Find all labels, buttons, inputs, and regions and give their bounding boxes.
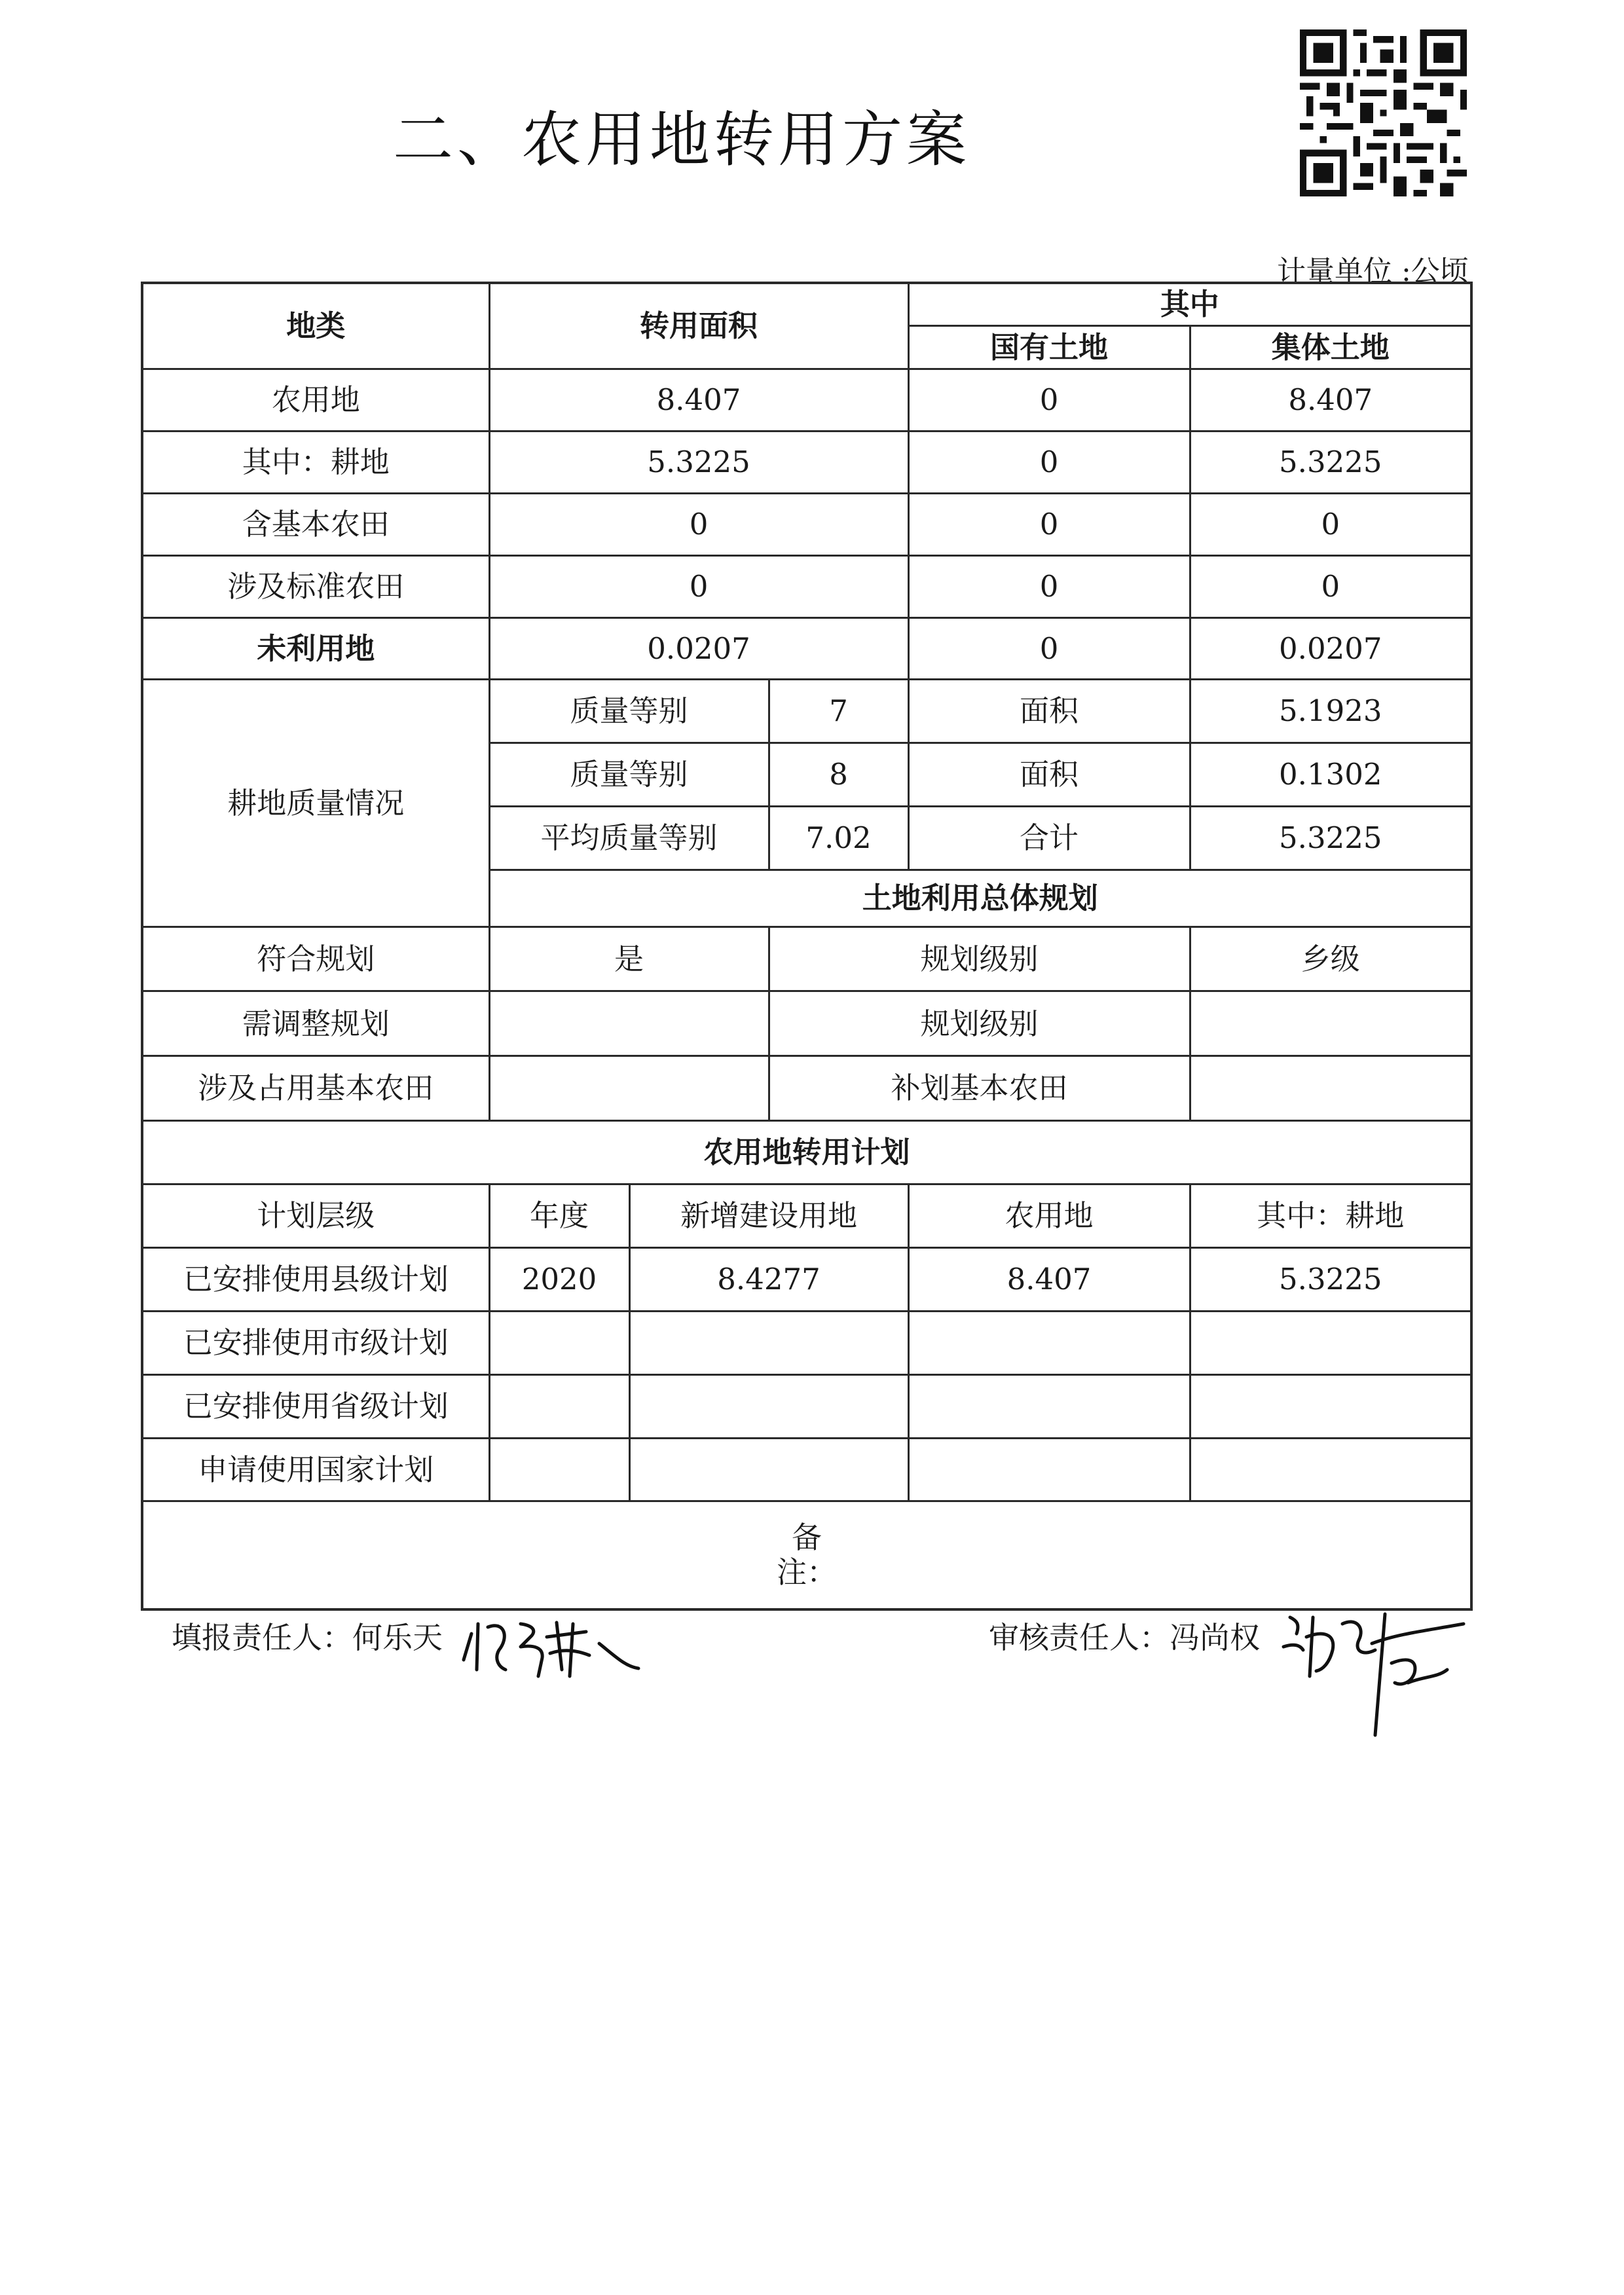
plan-cultivated: [1190, 1374, 1471, 1438]
row-label: 农用地: [142, 369, 489, 431]
planning-metric: 规划级别: [769, 927, 1190, 991]
plan-farmland: [908, 1311, 1190, 1374]
page-title: 二、农用地转用方案: [393, 105, 971, 175]
quality-value: 0.1302: [1190, 743, 1471, 807]
table-row: [142, 369, 1471, 431]
row-state: 0: [908, 617, 1190, 680]
row-collective: 0: [1190, 494, 1471, 556]
planning-metric: 规划级别: [769, 991, 1190, 1056]
qr-code-icon: [1300, 29, 1467, 196]
filler-block: [172, 1614, 443, 1657]
conversion-table: [141, 282, 1473, 1611]
table-row: [142, 555, 1471, 617]
plan-level: 已安排使用县级计划: [142, 1248, 489, 1312]
plan-year: [489, 1311, 629, 1374]
plan-farmland: 8.407: [908, 1248, 1190, 1312]
plan-header-year: 年度: [489, 1184, 629, 1248]
row-area: 0: [489, 555, 908, 617]
row-collective: 0.0207: [1190, 617, 1471, 680]
plan-new-construction: [629, 1311, 908, 1374]
planning-label: 需调整规划: [142, 991, 489, 1056]
plan-row: [142, 1311, 1471, 1374]
filler-signature-icon: [458, 1598, 655, 1696]
plan-section-title: 农用地转用计划: [142, 1121, 1471, 1184]
planning-row: [142, 927, 1471, 991]
row-label: 其中：耕地: [142, 431, 489, 494]
plan-new-construction: [629, 1374, 908, 1438]
remarks-cell: [142, 1501, 1471, 1609]
plan-cultivated: [1190, 1438, 1471, 1501]
reviewer-label: 审核责任人：: [989, 1620, 1170, 1655]
plan-level: 已安排使用省级计划: [142, 1374, 489, 1438]
quality-name: 质量等别: [489, 743, 769, 807]
plan-row: [142, 1248, 1471, 1312]
quality-grade: 7.02: [769, 807, 908, 870]
plan-level: 申请使用国家计划: [142, 1438, 489, 1501]
planning-section-title: 土地利用总体规划: [489, 870, 1471, 927]
row-state: 0: [908, 555, 1190, 617]
quality-grade: 7: [769, 680, 908, 743]
planning-metric-value: 乡级: [1190, 927, 1471, 991]
planning-metric-value: [1190, 991, 1471, 1056]
filler-label: 填报责任人：: [172, 1620, 352, 1655]
plan-header-row: [142, 1184, 1471, 1248]
plan-year: 2020: [489, 1248, 629, 1312]
table-row: [142, 617, 1471, 680]
row-state: 0: [908, 369, 1190, 431]
row-area: 5.3225: [489, 431, 908, 494]
row-state: 0: [908, 494, 1190, 556]
table-row: [142, 494, 1471, 556]
plan-farmland: [908, 1374, 1190, 1438]
plan-cultivated: 5.3225: [1190, 1248, 1471, 1312]
plan-header-new-construction: 新增建设用地: [629, 1184, 908, 1248]
quality-row: [142, 680, 1471, 743]
quality-value: 5.3225: [1190, 807, 1471, 870]
reviewer-block: [989, 1614, 1260, 1657]
reviewer-signature-icon: [1277, 1598, 1467, 1742]
header-collective: 集体土地: [1190, 326, 1471, 369]
planning-metric-value: [1190, 1056, 1471, 1121]
plan-row: [142, 1438, 1471, 1501]
reviewer-name: 冯尚权: [1170, 1620, 1260, 1655]
plan-new-construction: 8.4277: [629, 1248, 908, 1312]
quality-label: 耕地质量情况: [142, 680, 489, 927]
quality-name: 平均质量等别: [489, 807, 769, 870]
plan-new-construction: [629, 1438, 908, 1501]
plan-header-cultivated: 其中：耕地: [1190, 1184, 1471, 1248]
row-label: 涉及标准农田: [142, 555, 489, 617]
row-collective: 8.407: [1190, 369, 1471, 431]
plan-year: [489, 1438, 629, 1501]
row-area: 0.0207: [489, 617, 908, 680]
plan-header-level: 计划层级: [142, 1184, 489, 1248]
planning-label: 符合规划: [142, 927, 489, 991]
plan-year: [489, 1374, 629, 1438]
quality-name: 质量等别: [489, 680, 769, 743]
quality-metric: 面积: [908, 743, 1190, 807]
planning-row: [142, 1056, 1471, 1121]
planning-value: 是: [489, 927, 769, 991]
quality-metric: 面积: [908, 680, 1190, 743]
row-state: 0: [908, 431, 1190, 494]
quality-metric: 合计: [908, 807, 1190, 870]
row-label: 含基本农田: [142, 494, 489, 556]
table-header-row: [142, 283, 1471, 326]
filler-name: 何乐天: [352, 1620, 443, 1655]
plan-level: 已安排使用市级计划: [142, 1311, 489, 1374]
row-area: 8.407: [489, 369, 908, 431]
header-converted-area: 转用面积: [489, 283, 908, 369]
remarks-row: [142, 1501, 1471, 1609]
remarks-label-line2: 注：: [777, 1554, 838, 1590]
planning-metric: 补划基本农田: [769, 1056, 1190, 1121]
plan-header-farmland: 农用地: [908, 1184, 1190, 1248]
row-collective: 5.3225: [1190, 431, 1471, 494]
unit-label: 计量单位 :公顷: [1277, 255, 1469, 288]
planning-label: 涉及占用基本农田: [142, 1056, 489, 1121]
plan-cultivated: [1190, 1311, 1471, 1374]
table-row: [142, 431, 1471, 494]
row-area: 0: [489, 494, 908, 556]
header-category: 地类: [142, 283, 489, 369]
remarks-label-line1: 备: [792, 1520, 822, 1556]
quality-grade: 8: [769, 743, 908, 807]
header-state-owned: 国有土地: [908, 326, 1190, 369]
planning-row: [142, 991, 1471, 1056]
row-collective: 0: [1190, 555, 1471, 617]
plan-section-row: [142, 1121, 1471, 1184]
planning-value: [489, 1056, 769, 1121]
row-label: 未利用地: [142, 617, 489, 680]
header-of-which: 其中: [908, 283, 1471, 326]
quality-value: 5.1923: [1190, 680, 1471, 743]
plan-row: [142, 1374, 1471, 1438]
plan-farmland: [908, 1438, 1190, 1501]
planning-value: [489, 991, 769, 1056]
